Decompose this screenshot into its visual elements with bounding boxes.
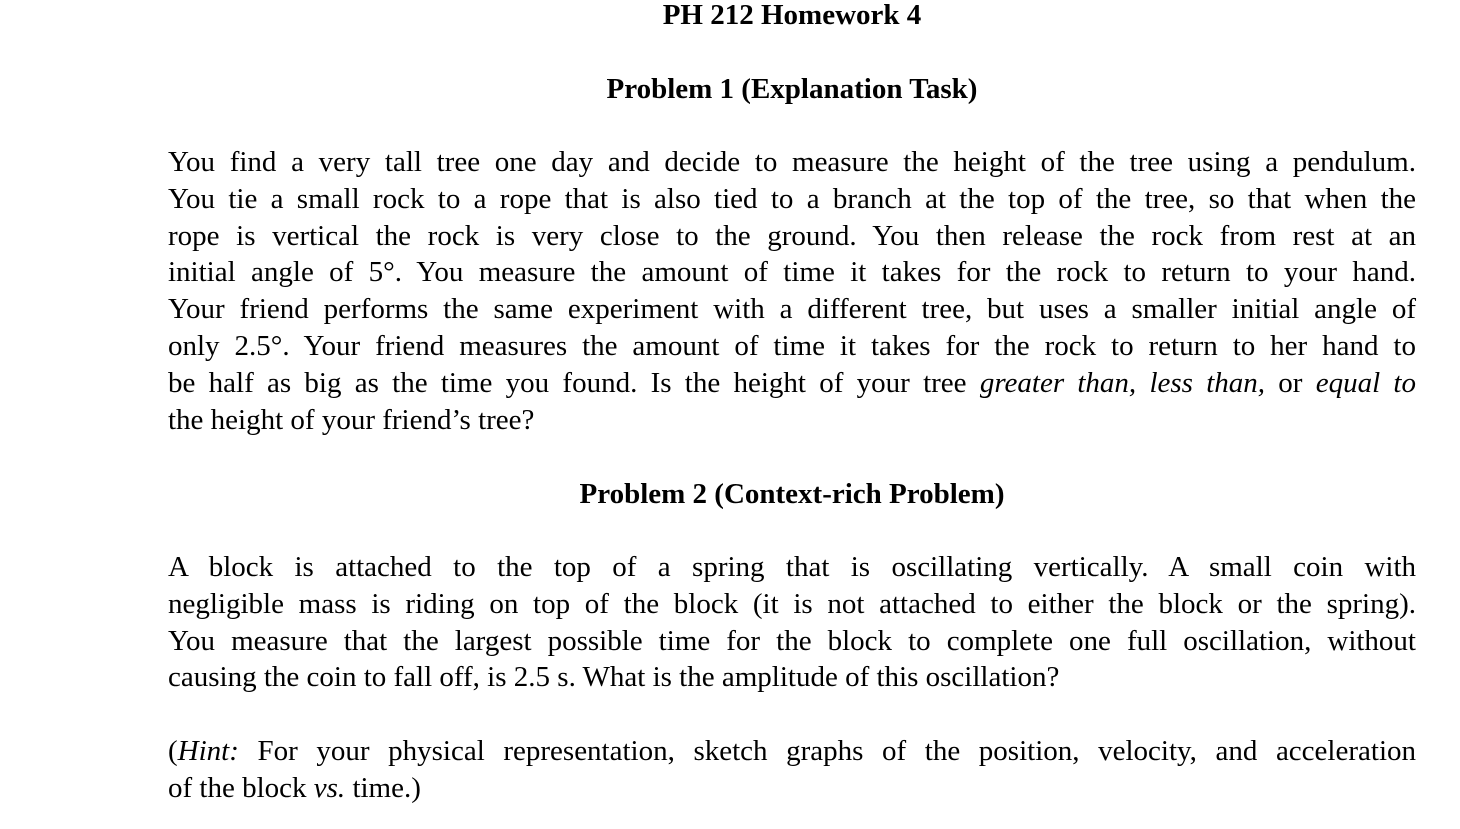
question-text: be half as big as the time you found. Is the height of your tree	[168, 366, 980, 399]
problem-1-line: rope is vertical the rock is very close to the ground. You then release the rock from rest at an	[168, 219, 1416, 252]
problem-1-line: only 2.5°. Your friend measures the amount of time it takes for the rock to return to her hand to	[168, 329, 1416, 362]
problem-1-line: You find a very tall tree one day and decide to measure the height of the tree using a pendulum.	[168, 146, 1416, 178]
hint-open-paren: (	[168, 735, 178, 767]
hint-text	[168, 733, 1416, 807]
problem-2-line: negligible mass is riding on top of the block (it is not attached to either the block or the spring).	[168, 587, 1416, 620]
problem-1-line-question	[168, 365, 1416, 402]
problem-2-line: You measure that the largest possible time for the block to complete one full oscillation, without	[168, 624, 1416, 657]
hint-last-line	[168, 770, 1416, 807]
problem-2-line: A block is attached to the top of a spring that is oscillating vertically. A small coin with	[168, 551, 1416, 583]
hint-text-before: of the block	[168, 771, 314, 804]
problem-1-text	[168, 144, 1416, 438]
problem-2-text	[168, 549, 1416, 696]
hint-line-text: For your physical representation, sketch graphs of the position, velocity, and acceleration	[238, 735, 1416, 767]
hint-line	[168, 733, 1416, 770]
word-or: or	[1265, 366, 1316, 399]
problem-1-line: initial angle of 5°. You measure the amount of time it takes for the rock to return to your hand.	[168, 256, 1416, 289]
problem-1-last-line: the height of your friend’s tree?	[168, 403, 535, 436]
problem-1-line: You tie a small rock to a rope that is also tied to a branch at the top of the tree, so that when the	[168, 182, 1416, 215]
problem-1-line: Your friend performs the same experiment with a different tree, but uses a smaller initial angle of	[168, 293, 1416, 326]
document-title: PH 212 Homework 4	[662, 0, 922, 31]
hint-vs: vs.	[313, 771, 346, 804]
hint-text-after: time.)	[345, 771, 421, 804]
option-equal: equal to	[1315, 366, 1416, 399]
problem-2-heading: Problem 2 (Context-rich Problem)	[579, 478, 1005, 510]
problem-1-heading: Problem 1 (Explanation Task)	[606, 73, 978, 105]
problem-2-last-line: causing the coin to fall off, is 2.5 s. What is the amplitude of this oscillation?	[168, 661, 1060, 694]
hint-label: Hint:	[177, 735, 239, 767]
option-greater-less: greater than, less than,	[979, 366, 1266, 399]
